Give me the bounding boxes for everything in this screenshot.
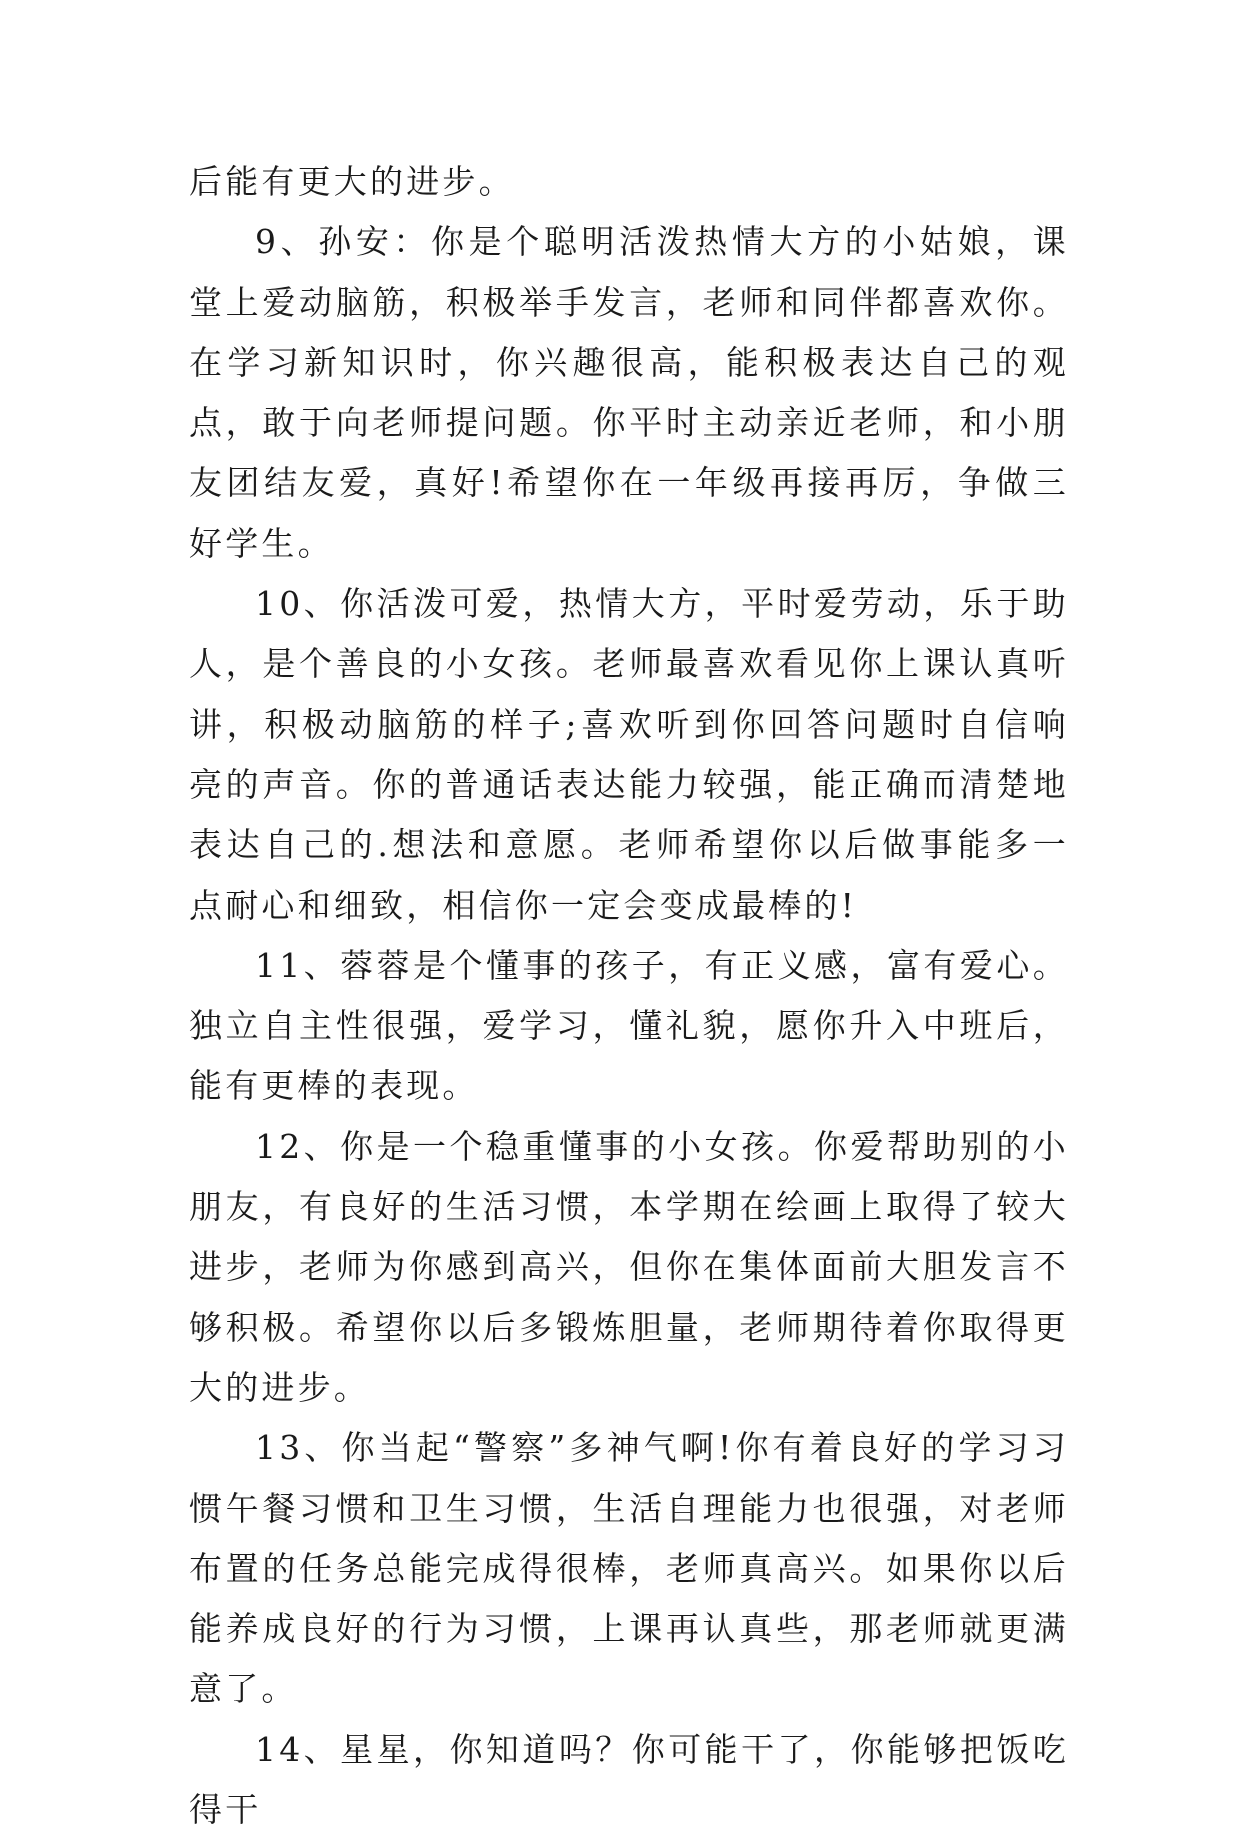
paragraph-comment-9: 9、孙安：你是个聪明活泼热情大方的小姑娘，课堂上爱动脑筋，积极举手发言，老师和同伴都喜欢你。在学习新知识时，你兴趣很高，能积极表达自己的观点，敢于向老师提问题。你平时主动亲近老师，和小朋友团结友爱，真好!希望你在一年级再接再厉，争做三好学生。 (189, 222, 1069, 563)
paragraph-comment-14: 14、星星，你知道吗？你可能干了，你能够把饭吃得干 (189, 1729, 1069, 1830)
paragraph-comment-10: 10、你活泼可爱，热情大方，平时爱劳动，乐于助人，是个善良的小女孩。老师最喜欢看见你上课认真听讲，积极动脑筋的样子;喜欢听到你回答问题时自信响亮的声音。你的普通话表达能力较强，能正确而清楚地表达自己的.想法和意愿。老师希望你以后做事能多一点耐心和细致，相信你一定会变成最棒的! (189, 584, 1069, 925)
paragraph-comment-13: 13、你当起“警察”多神气啊!你有着良好的学习习惯午餐习惯和卫生习惯，生活自理能力也很强，对老师布置的任务总能完成得很棒，老师真高兴。如果你以后能养成良好的行为习惯，上课再认真些，那老师就更满意了。 (189, 1428, 1069, 1709)
paragraph-continuation: 后能有更大的进步。 (189, 162, 515, 201)
document-body (189, 152, 1069, 1840)
paragraph-comment-11: 11、蓉蓉是个懂事的孩子，有正义感，富有爱心。独立自主性很强，爱学习，懂礼貌，愿你升入中班后，能有更棒的表现。 (189, 945, 1069, 1106)
paragraph-comment-12: 12、你是一个稳重懂事的小女孩。你爱帮助别的小朋友，有良好的生活习惯，本学期在绘画上取得了较大进步，老师为你感到高兴，但你在集体面前大胆发言不够积极。希望你以后多锻炼胆量，老师期待着你取得更大的进步。 (189, 1126, 1069, 1407)
